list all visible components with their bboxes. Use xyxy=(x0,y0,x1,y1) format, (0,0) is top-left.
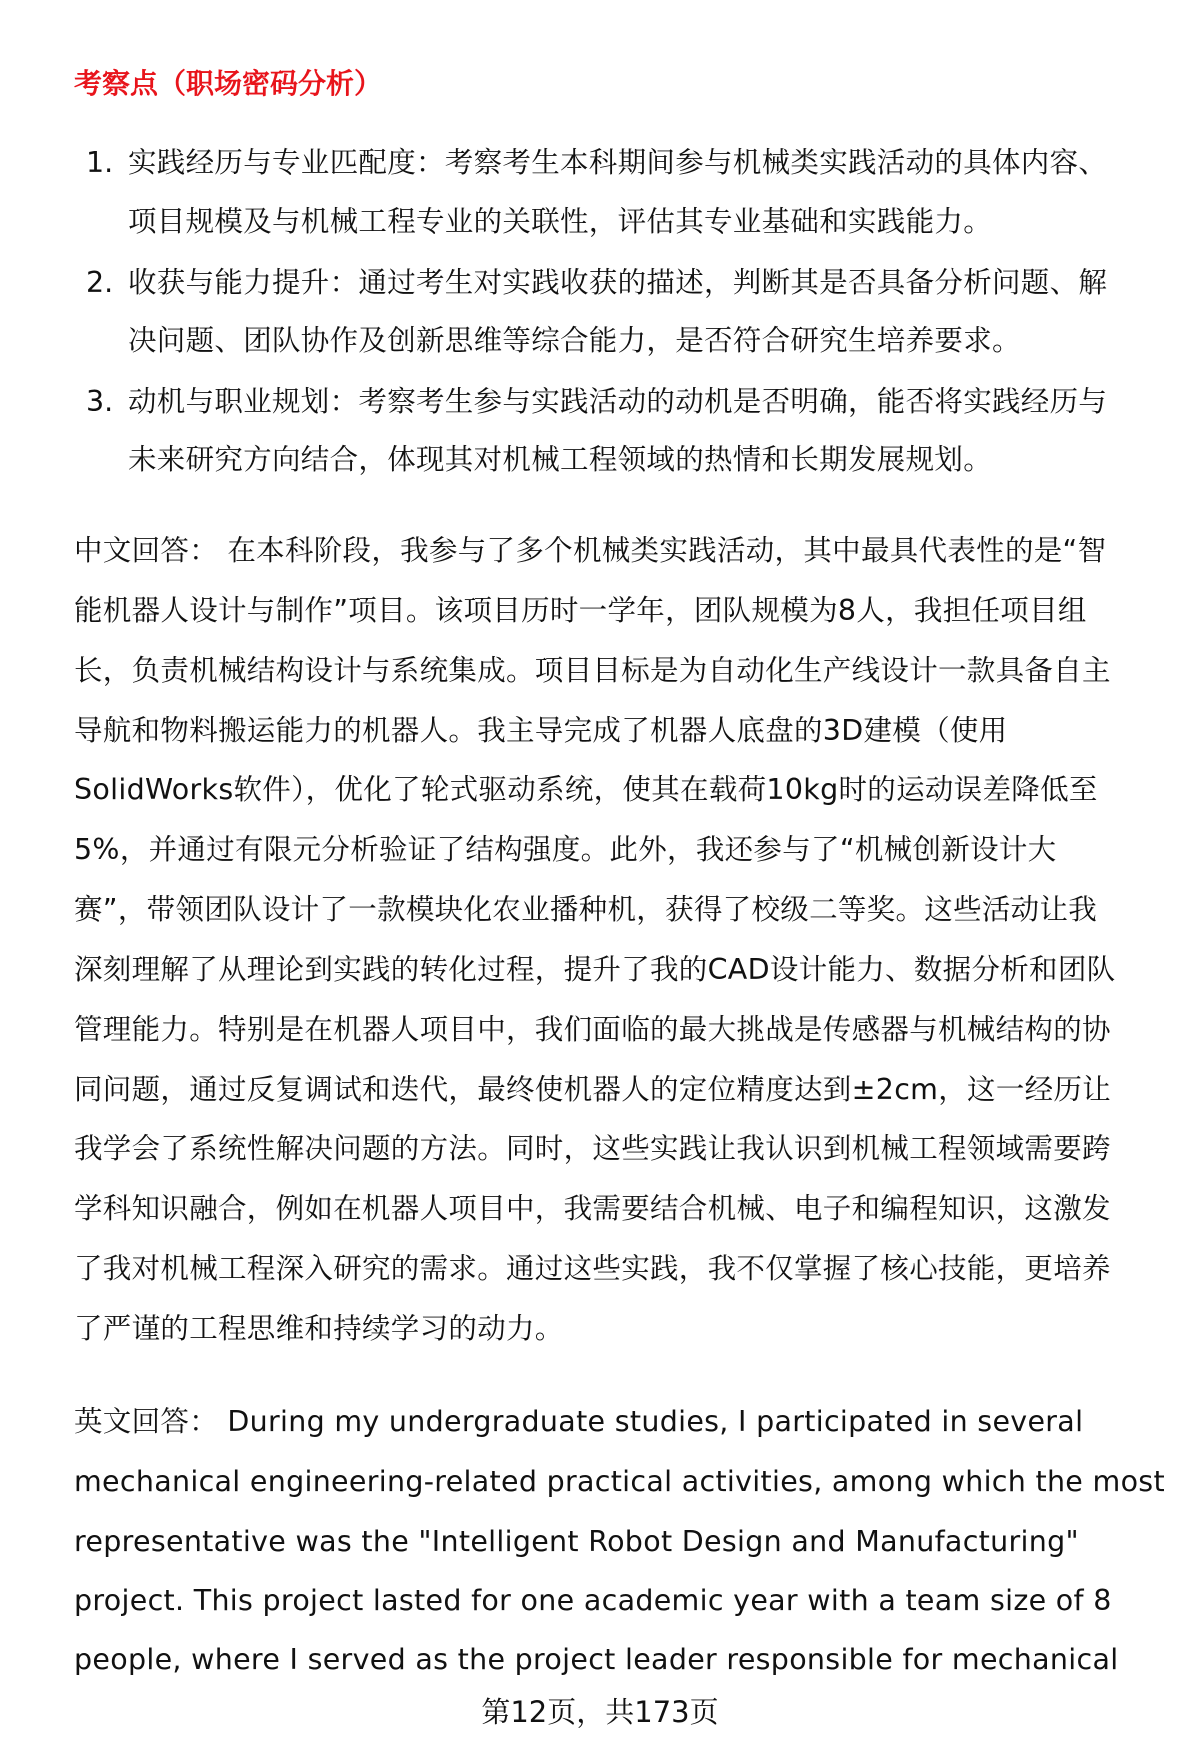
section-title: 考察点（职场密码分析） xyxy=(74,67,383,100)
paragraph-line: project. This project lasted for one academic year with a team size of 8 xyxy=(74,1584,1112,1617)
list-item-line: 项目规模及与机械工程专业的关联性，评估其专业基础和实践能力。 xyxy=(128,205,993,238)
paragraph-line: 导航和物料搬运能力的机器人。我主导完成了机器人底盘的3D建模（使用 xyxy=(74,714,1008,747)
list-item-line: 动机与职业规划：考察考生参与实践活动的动机是否明确，能否将实践经历与 xyxy=(128,385,1108,418)
paragraph-line: 赛”，带领团队设计了一款模块化农业播种机，获得了校级二等奖。这些活动让我 xyxy=(74,893,1098,926)
list-number: 3. xyxy=(86,385,114,418)
list-item-line: 未来研究方向结合，体现其对机械工程领域的热情和长期发展规划。 xyxy=(128,443,993,476)
paragraph-line: 同问题，通过反复调试和迭代，最终使机器人的定位精度达到±2cm，这一经历让 xyxy=(74,1073,1112,1106)
list-item-line: 实践经历与专业匹配度：考察考生本科期间参与机械类实践活动的具体内容、 xyxy=(128,146,1108,179)
page-number: 第12页，共173页 xyxy=(481,1695,719,1729)
paragraph-line: SolidWorks软件），优化了轮式驱动系统，使其在载荷10kg时的运动误差降低至 xyxy=(74,773,1098,806)
paragraph-line: 能机器人设计与制作”项目。该项目历时一学年，团队规模为8人，我担任项目组 xyxy=(74,594,1087,627)
paragraph-line: 我学会了系统性解决问题的方法。同时，这些实践让我认识到机械工程领域需要跨 xyxy=(74,1132,1111,1165)
list-number: 2. xyxy=(86,266,114,299)
paragraph-line: 中文回答： 在本科阶段，我参与了多个机械类实践活动，其中最具代表性的是“智 xyxy=(74,534,1107,567)
paragraph-line: people, where I served as the project leader responsible for mechanical xyxy=(74,1643,1119,1676)
paragraph-line: 了严谨的工程思维和持续学习的动力。 xyxy=(74,1312,564,1345)
paragraph-line: 长，负责机械结构设计与系统集成。项目目标是为自动化生产线设计一款具备自主 xyxy=(74,654,1111,687)
list-item-line: 决问题、团队协作及创新思维等综合能力，是否符合研究生培养要求。 xyxy=(128,324,1021,357)
paragraph-line: 管理能力。特别是在机器人项目中，我们面临的最大挑战是传感器与机械结构的协 xyxy=(74,1013,1111,1046)
paragraph-line: representative was the "Intelligent Robot Design and Manufacturing" xyxy=(74,1525,1079,1558)
paragraph-line: mechanical engineering-related practical activities, among which the most xyxy=(74,1465,1165,1498)
paragraph-line: 英文回答： During my undergraduate studies, I participated in several xyxy=(74,1405,1084,1438)
paragraph-line: 了我对机械工程深入研究的需求。通过这些实践，我不仅掌握了核心技能，更培养 xyxy=(74,1252,1111,1285)
list-number: 1. xyxy=(86,146,114,179)
list-item-line: 收获与能力提升：通过考生对实践收获的描述，判断其是否具备分析问题、解 xyxy=(128,266,1108,299)
paragraph-line: 深刻理解了从理论到实践的转化过程，提升了我的CAD设计能力、数据分析和团队 xyxy=(74,953,1116,986)
paragraph-line: 5%，并通过有限元分析验证了结构强度。此外，我还参与了“机械创新设计大 xyxy=(74,833,1057,866)
paragraph-line: 学科知识融合，例如在机器人项目中，我需要结合机械、电子和编程知识，这激发 xyxy=(74,1192,1111,1225)
